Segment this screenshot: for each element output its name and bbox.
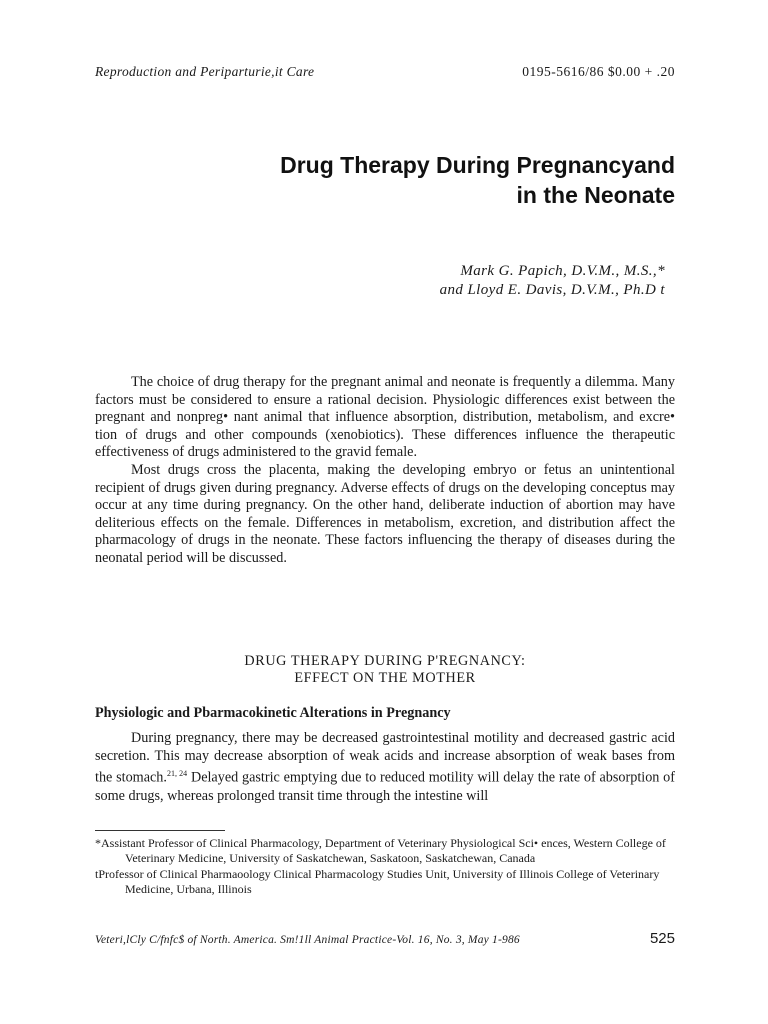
section-heading-line-1: DRUG THERAPY DURING P'REGNANCY: [244,653,526,669]
footnotes [95,836,675,898]
article-title-line-2: in the Neonate [516,182,675,208]
running-head [95,64,675,80]
article-authors [245,262,665,300]
section-paragraph-1 [95,730,675,805]
page-footer [95,930,675,947]
author-line-1: Mark G. Papich, D.V.M., M.S.,* [460,263,665,279]
footnote-1: *Assistant Professor of Clinical Pharmacology, Department of Veterinary Physiological Sci• ences, Western College of Veterinary Medicine, University of Saskatchewan, Saskatoon, Saskatchewan, Canada [95,836,666,865]
section-body [95,730,675,805]
section-heading-line-2: EFFECT ON THE MOTHER [294,670,476,686]
author-line-2: and Lloyd E. Davis, D.V.M., Ph.D t [439,282,665,298]
article-title-line-1: Drug Therapy During Pregnancyand [280,152,675,178]
footer-citation: Veteri,lCly C/fnfc$ of North. America. Sm!1ll Animal Practice-Vol. 16, No. 3, May 1-986 [95,934,520,946]
running-head-code: 0195-5616/86 $0.00 + .20 [522,64,675,79]
section-text-before-ref: During pregnancy, there may be decreased gastrointestinal motility and decreased gastric acid secretion. This may decrease absorption of weak acids and increase absorption of weak bases from the stomach. [95,730,675,786]
section-heading [95,653,675,687]
journal-page [95,0,675,1024]
reference-superscript: 21, 24 [166,769,188,779]
footnote-2: tProfessor of Clinical Pharmaoology Clinical Pharmacology Studies Unit, University of Illinois College of Veterinary Medicine, Urbana, Illinois [95,867,660,896]
section-text-after-ref: Delayed gastric emptying due to reduced motility will delay the rate of absorption of some drugs, whereas prolonged transit time through the intestine will [95,769,675,804]
running-head-journal: Reproduction and Periparturie,it Care [95,64,315,79]
intro-paragraph-2: Most drugs cross the placenta, making the developing embryo or fetus an unintentional recipient of drugs given during pregnancy. Adverse effects of drugs on the developing conceptus may occur at any time during pregnancy. On the other hand, deliberate induction of abortion may have deliterious effects on the female. Differences in metabolism, excretion, and distribution affect the pharmacology of drugs in the neonate. These factors influencing the therapy of diseases during the neonatal period will be discussed. [95,461,675,566]
intro-paragraph-1: The choice of drug therapy for the pregnant animal and neonate is frequently a dilemma. Many factors must be considered to ensure a rational decision. Physiologic differences exist between the pregnant and nonpreg• nant animal that influence absorption, distribution, metabolism, and excre• tion of drugs and other compounds (xenobiotics). These differences influence the therapeutic effectiveness of drugs administered to the gravid female. [95,374,675,461]
introduction [95,374,675,568]
subsection-heading: Physiologic and Pbarmacokinetic Alterations in Pregnancy [95,705,451,721]
article-title [155,150,675,210]
footnote-divider [95,830,225,831]
page-number: 525 [649,930,675,947]
